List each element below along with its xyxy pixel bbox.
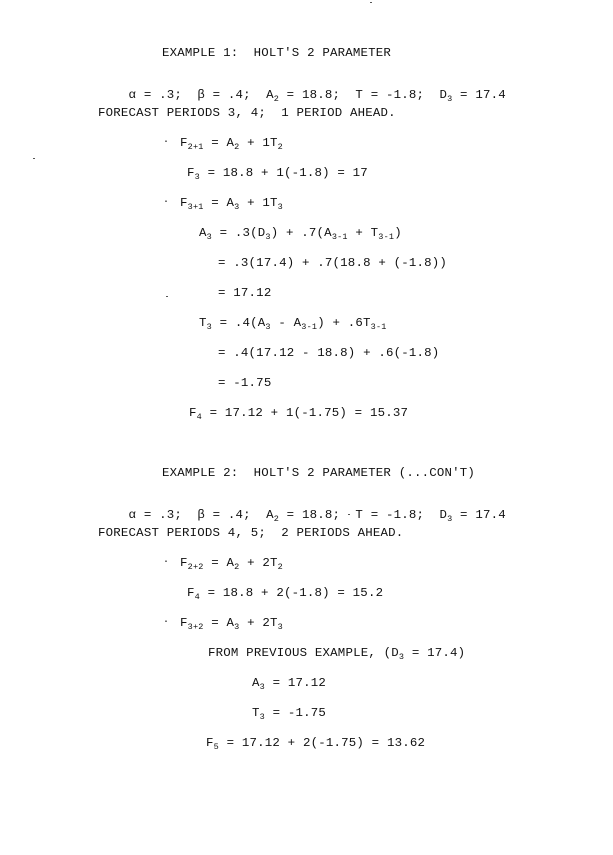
f-symbol: F [180, 616, 188, 630]
a3-part3: + T [347, 226, 379, 240]
a3-value: = 17.12 [272, 676, 327, 690]
beta-value: .4; [227, 508, 251, 523]
f-subscript: 3+2 [187, 622, 204, 632]
f4-symbol: F [187, 586, 195, 600]
t-subscript: 3 [277, 622, 283, 632]
f4-subscript: 4 [196, 412, 202, 422]
t-prev-subscript: 3-1 [370, 322, 387, 332]
equals-sign: = [211, 556, 219, 570]
beta-value: .4; [227, 88, 251, 103]
t-symbol: T [355, 508, 364, 523]
t3-subscript: 3 [259, 712, 265, 722]
a2-value: 18.8; [301, 508, 341, 523]
t3-part2: - A [270, 316, 302, 330]
example1-params: α = .3; β = .4; $A_2 = 18.8$; T = -1.8; $D_3 = 17.4$ [128, 88, 506, 105]
f3-subscript: 3 [194, 172, 200, 182]
bullet-dot-icon: · [163, 197, 170, 208]
scan-speck [166, 296, 168, 297]
f5-symbol: F [206, 736, 214, 750]
a-subscript: 3 [234, 202, 240, 212]
a3-part4: ) [394, 226, 402, 240]
example2-title: EXAMPLE 2: HOLT'S 2 PARAMETER (...CON'T) [162, 466, 476, 480]
t-subscript: 2 [277, 562, 283, 572]
t3-symbol: T [252, 706, 260, 720]
f-symbol: F [180, 556, 188, 570]
scan-speck [33, 158, 35, 159]
f4-subscript: 4 [194, 592, 200, 602]
a2-value: 18.8; [301, 88, 341, 103]
d3-subscript: 3 [447, 514, 453, 525]
f5-subscript: 5 [213, 742, 219, 752]
example2-from-previous [208, 646, 466, 662]
scan-speck [370, 2, 372, 3]
t3-part1: = .4(A [219, 316, 266, 330]
f3-symbol: F [187, 166, 195, 180]
example2-a3-line [252, 676, 327, 692]
a-symbol: A [226, 616, 235, 630]
bullet-dot-icon: · [163, 557, 170, 568]
example1-f2plus1-equation [180, 136, 283, 152]
d3-subscript: 3 [447, 94, 453, 105]
t3-part3: ) + .6T [317, 316, 371, 330]
bullet-dot-icon: · [163, 137, 170, 148]
a-subscript: 3 [234, 622, 240, 632]
a-subscript: 2 [234, 562, 240, 572]
a3-subscript: 3 [265, 322, 271, 332]
equals-sign: = [211, 616, 219, 630]
a-symbol: A [226, 556, 235, 570]
a2-subscript: 2 [273, 514, 280, 525]
example1-title: EXAMPLE 1: HOLT'S 2 PARAMETER [162, 46, 392, 60]
example1-f3plus1-equation [180, 196, 283, 212]
example1-a3-result: = 17.12 [218, 286, 272, 300]
f4-expression: = 17.12 + 1(-1.75) = 15.37 [209, 406, 409, 420]
example1-t3-definition [199, 316, 387, 332]
a-symbol: A [226, 136, 235, 150]
f4-symbol: F [189, 406, 197, 420]
example2-f4-line [187, 586, 384, 602]
alpha-symbol: α [128, 508, 137, 523]
example1-forecast-periods: FORECAST PERIODS 3, 4; 1 PERIOD AHEAD. [98, 106, 396, 120]
a2-symbol: A [266, 88, 274, 103]
t3-value: = -1.75 [272, 706, 327, 720]
a3-symbol: A [252, 676, 260, 690]
plus-sign: + [247, 616, 255, 630]
plus-sign: + [247, 556, 255, 570]
a3-subscript: 3 [259, 682, 265, 692]
t-term: 2T [262, 556, 278, 570]
equals-sign: = [211, 196, 219, 210]
example2-t3-line [252, 706, 327, 722]
f-subscript: 2+2 [187, 562, 204, 572]
example2-f3plus2-equation [180, 616, 283, 632]
f-symbol: F [180, 196, 188, 210]
t3-symbol: T [199, 316, 207, 330]
example1-t3-result: = -1.75 [218, 376, 272, 390]
beta-symbol: β [197, 508, 205, 523]
alpha-value: .3; [159, 508, 183, 523]
a3-part2: ) + .7(A [270, 226, 332, 240]
example2-params: α = .3; β = .4; $A_2 = 18.8$; T = -1.8; $D_3 = 17.4$ [128, 508, 506, 525]
example2-f2plus2-equation [180, 556, 283, 572]
bullet-dot-icon: · [163, 617, 170, 628]
t-term: 1T [262, 136, 278, 150]
d3-value: 17.4 [475, 88, 506, 103]
t3-subscript: 3 [206, 322, 212, 332]
t-prev-subscript: 3-1 [378, 232, 395, 242]
t-subscript: 3 [277, 202, 283, 212]
d3-subscript: 3 [398, 652, 405, 662]
f5-expression: = 17.12 + 2(-1.75) = 13.62 [226, 736, 426, 750]
a2-symbol: A [266, 508, 274, 523]
d3-symbol: D [439, 88, 448, 103]
t-value: -1.8; [385, 88, 425, 103]
beta-symbol: β [197, 88, 205, 103]
f-subscript: 2+1 [187, 142, 204, 152]
t-value: -1.8; [385, 508, 425, 523]
f-subscript: 3+1 [187, 202, 204, 212]
example1-t3-substitution: = .4(17.12 - 18.8) + .6(-1.8) [218, 346, 440, 360]
t-term: 1T [262, 196, 278, 210]
scan-speck [348, 514, 350, 515]
a-prev-subscript: 3-1 [301, 322, 318, 332]
example1-a3-substitution: = .3(17.4) + .7(18.8 + (-1.8)) [218, 256, 448, 270]
plus-sign: + [247, 196, 255, 210]
alpha-value: .3; [159, 88, 183, 103]
a-prev-subscript: 3-1 [331, 232, 348, 242]
d3-subscript: 3 [265, 232, 271, 242]
equals-sign: = [211, 136, 219, 150]
example2-forecast-periods: FORECAST PERIODS 4, 5; 2 PERIODS AHEAD. [98, 526, 404, 540]
d3-symbol: D [439, 508, 448, 523]
f-symbol: F [180, 136, 188, 150]
from-previous-value: = 17.4) [404, 646, 466, 660]
example1-a3-definition [199, 226, 402, 242]
example1-f3-line [187, 166, 368, 182]
a-subscript: 2 [234, 142, 240, 152]
a3-subscript: 3 [206, 232, 212, 242]
alpha-symbol: α [128, 88, 137, 103]
a-symbol: A [226, 196, 235, 210]
a3-symbol: A [199, 226, 207, 240]
from-previous-text: FROM PREVIOUS EXAMPLE, (D [208, 646, 399, 660]
t-subscript: 2 [277, 142, 283, 152]
example1-f4-line [189, 406, 409, 422]
a3-part1: = .3(D [219, 226, 266, 240]
f4-expression: = 18.8 + 2(-1.8) = 15.2 [207, 586, 384, 600]
t-symbol: T [355, 88, 364, 103]
example2-f5-line [206, 736, 426, 752]
d3-value: 17.4 [475, 508, 506, 523]
a2-subscript: 2 [273, 94, 280, 105]
f3-expression: = 18.8 + 1(-1.8) = 17 [207, 166, 368, 180]
t-term: 2T [262, 616, 278, 630]
plus-sign: + [247, 136, 255, 150]
